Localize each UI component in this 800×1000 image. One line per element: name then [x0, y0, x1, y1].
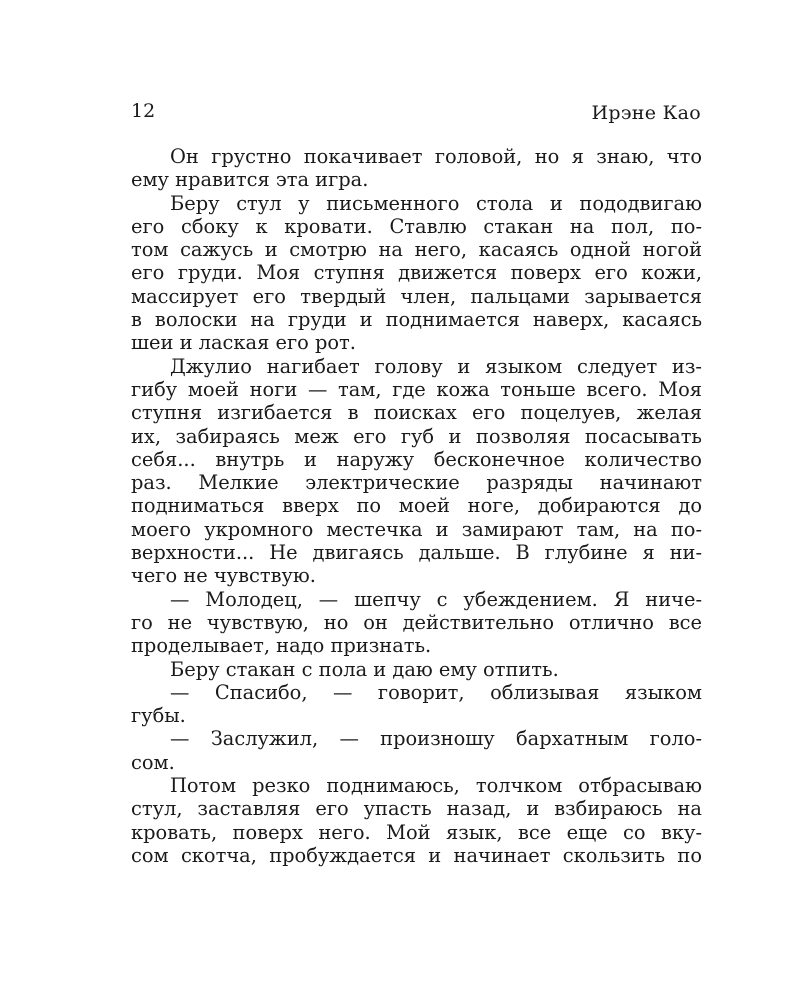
text-line: проделывает, надо признать.	[131, 634, 432, 658]
text-line: кровать, поверх него. Мой язык, все еще со вку-	[131, 820, 702, 844]
text-line: Джулио нагибает голову и языком следует из-	[170, 354, 702, 378]
text-line: гибу моей ноги — там, где кожа тоньше всего. Моя	[131, 377, 702, 401]
text-line: его сбоку к кровати. Ставлю стакан на пол, по-	[131, 214, 702, 238]
text-line: ему нравится эта игра.	[131, 168, 369, 192]
text-line: — Спасибо, — говорит, облизывая языком	[170, 680, 702, 704]
text-line: его груди. Моя ступня движется поверх его кожи,	[131, 261, 702, 285]
text-line: сом.	[131, 750, 175, 774]
page-number: 12	[131, 100, 156, 122]
text-line: ступня изгибается в поисках его поцелуев, желая	[131, 401, 702, 425]
text-line: Беру стул у письменного стола и пододвигаю	[170, 191, 702, 215]
text-line: губы.	[131, 704, 186, 728]
text-line: моего укромного местечка и замирают там, на по-	[131, 517, 702, 541]
text-line: верхности... Не двигаясь дальше. В глубине я ни-	[131, 541, 702, 565]
text-line: их, забираясь меж его губ и позволяя посасывать	[131, 424, 702, 448]
text-line: го не чувствую, но он действительно отлично все	[131, 610, 702, 634]
text-line: раз. Мелкие электрические разряды начинают	[131, 471, 702, 495]
text-line: Потом резко поднимаюсь, толчком отбрасываю	[170, 774, 702, 798]
text-line: — Заслужил, — произношу бархатным голо-	[170, 727, 702, 751]
text-line: чего не чувствую.	[131, 564, 316, 588]
running-head-author: Ирэне Као	[591, 102, 701, 124]
text-line: в волоски на груди и поднимается наверх, касаясь	[131, 308, 702, 332]
text-line: массирует его твердый член, пальцами зарывается	[131, 284, 702, 308]
text-line: стул, заставляя его упасть назад, и взбираюсь на	[131, 797, 702, 821]
body-text	[131, 145, 702, 867]
text-line: — Молодец, — шепчу с убеждением. Я ниче-	[170, 587, 702, 611]
text-line: Беру стакан с пола и даю ему отпить.	[170, 657, 559, 681]
text-line: том сажусь и смотрю на него, касаясь одной ногой	[131, 238, 702, 262]
text-line: себя... внутрь и наружу бесконечное количество	[131, 447, 702, 471]
text-line: шеи и лаская его рот.	[131, 331, 356, 355]
text-line: подниматься вверх по моей ноге, добираются до	[131, 494, 702, 518]
text-line: Он грустно покачивает головой, но я знаю, что	[170, 145, 702, 168]
text-line: сом скотча, пробуждается и начинает скользить по	[131, 843, 702, 867]
